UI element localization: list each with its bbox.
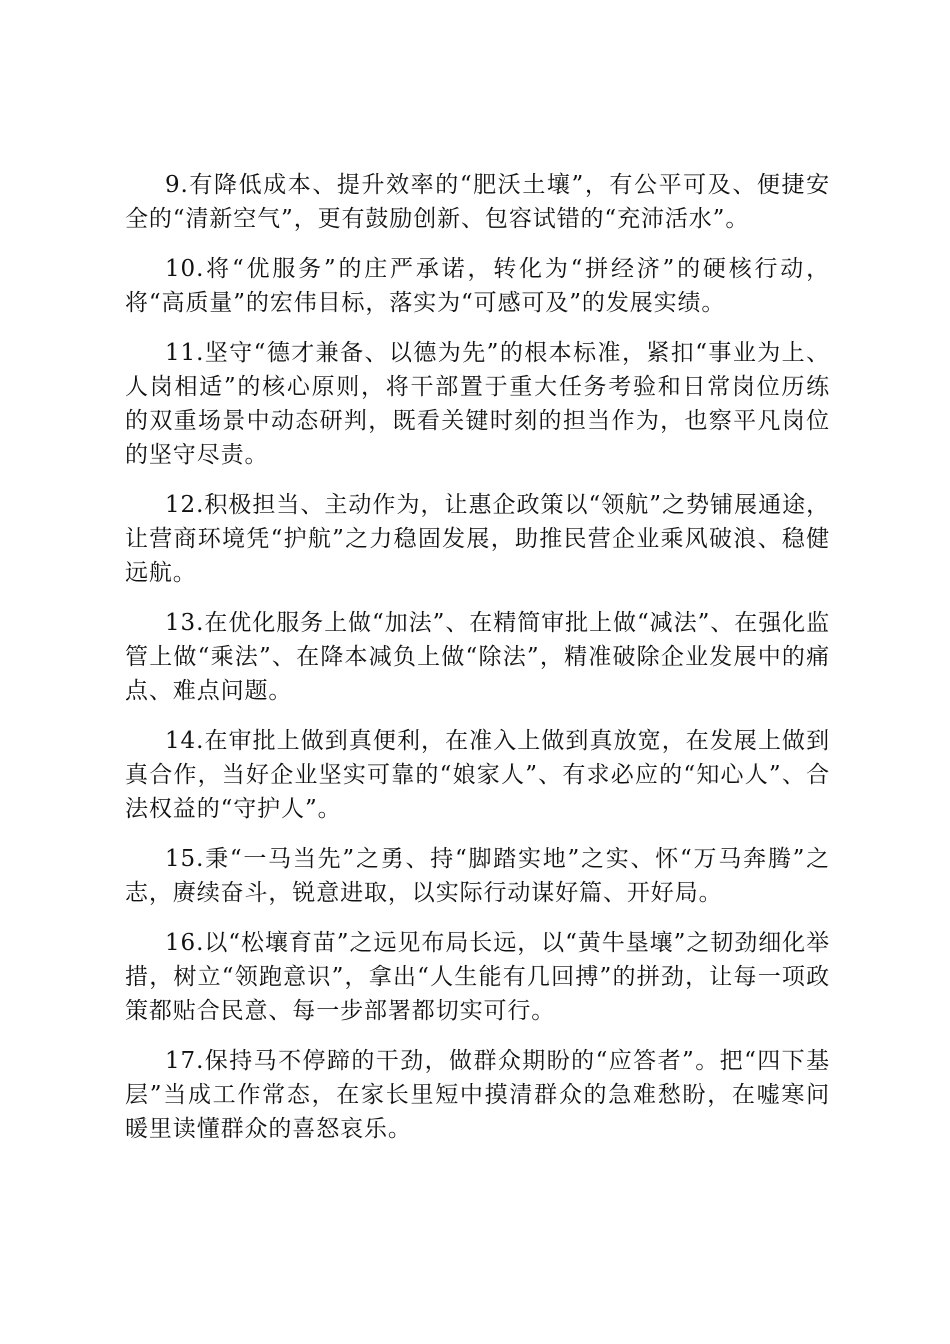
paragraph-16: 16.以“松壤育苗”之远见布局长远，以“黄牛垦壤”之韧劲细化举措，树立“领跑意识”，拿出“人生能有几回搏”的拼劲，让每一项政策都贴合民意、每一步部署都切实可行。 [125,930,830,1024]
paragraph-17: 17.保持马不停蹄的干劲，做群众期盼的“应答者”。把“四下基层”当成工作常态，在家长里短中摸清群众的急难愁盼，在嘘寒问暖里读懂群众的喜怒哀乐。 [125,1048,830,1142]
paragraph-14: 14.在审批上做到真便利，在准入上做到真放宽，在发展上做到真合作，当好企业坚实可靠的“娘家人”、有求必应的“知心人”、合法权益的“守护人”。 [125,728,830,822]
paragraph-10: 10.将“优服务”的庄严承诺，转化为“拼经济”的硬核行动，将“高质量”的宏伟目标，落实为“可感可及”的发展实绩。 [125,256,830,316]
paragraph-15: 15.秉“一马当先”之勇、持“脚踏实地”之实、怀“万马奔腾”之志，赓续奋斗，锐意进取，以实际行动谋好篇、开好局。 [125,846,830,906]
paragraph-11: 11.坚守“德才兼备、以德为先”的根本标准，紧扣“事业为上、人岗相适”的核心原则，将干部置于重大任务考验和日常岗位历练的双重场景中动态研判，既看关键时刻的担当作为，也察平凡岗位的坚守尽责。 [125,340,830,468]
document-body [125,168,830,1162]
paragraph-13: 13.在优化服务上做“加法”、在精简审批上做“减法”、在强化监管上做“乘法”、在降本减负上做“除法”，精准破除企业发展中的痛点、难点问题。 [125,610,830,704]
paragraph-12: 12.积极担当、主动作为，让惠企政策以“领航”之势铺展通途，让营商环境凭“护航”之力稳固发展，助推民营企业乘风破浪、稳健远航。 [125,492,830,586]
paragraph-9: 9.有降低成本、提升效率的“肥沃土壤”，有公平可及、便捷安全的“清新空气”，更有鼓励创新、包容试错的“充沛活水”。 [125,172,830,232]
